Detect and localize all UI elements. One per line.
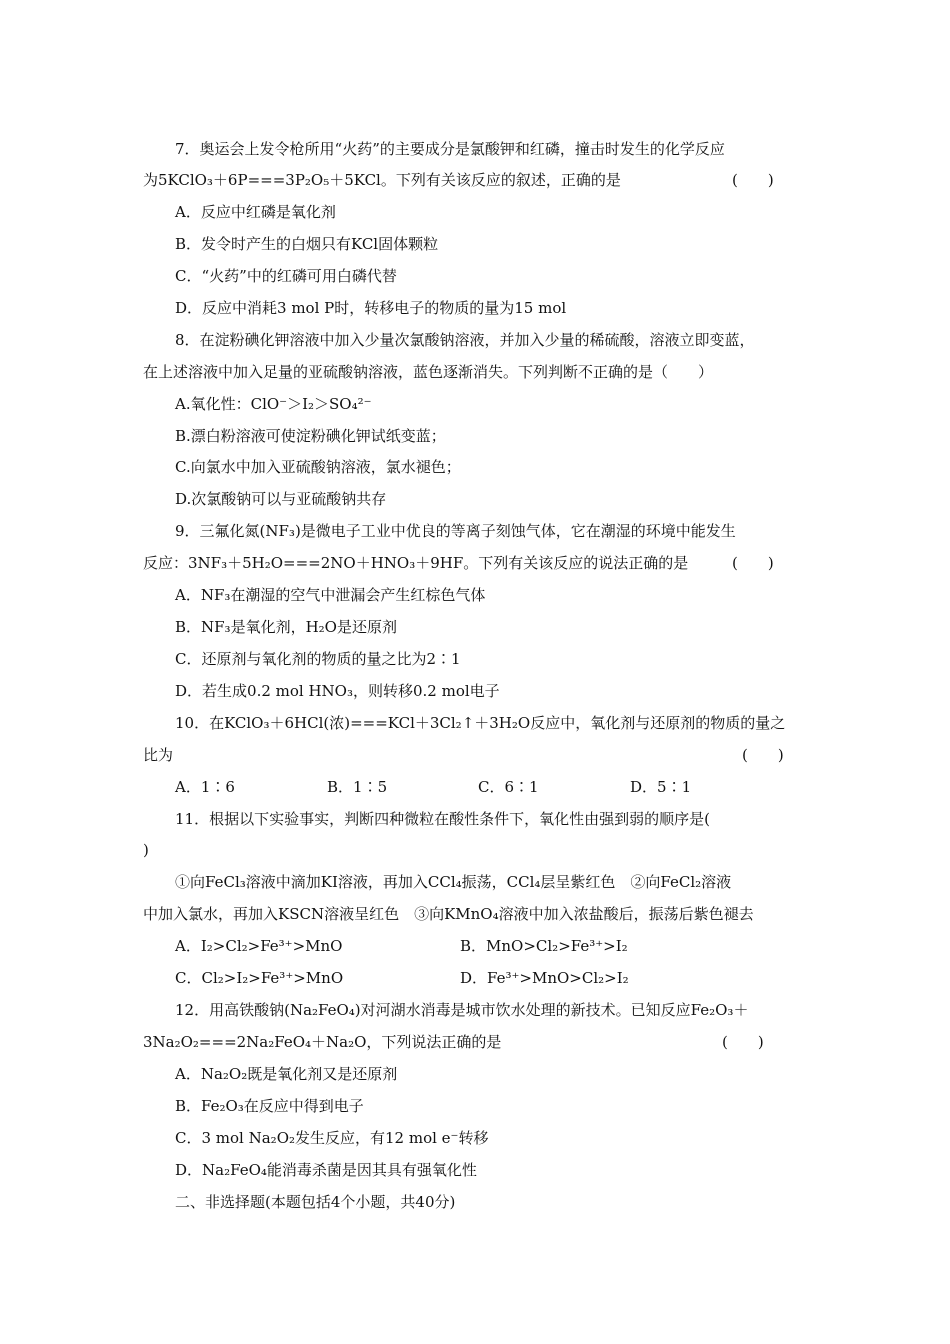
- question-8-stem: 8．在淀粉碘化钾溶液中加入少量次氯酸钠溶液，并加入少量的稀硫酸，溶液立即变蓝，: [175, 331, 755, 349]
- option-c: C．6∶1: [478, 778, 539, 796]
- option-a: A.氧化性：ClO⁻＞I₂＞SO₄²⁻: [175, 395, 372, 413]
- option-b: B．1∶5: [327, 778, 388, 796]
- option-b: B．Fe₂O₃在反应中得到电子: [175, 1097, 364, 1115]
- option-c: C．还原剂与氧化剂的物质的量之比为2∶1: [175, 650, 461, 668]
- option-c: C．“火药”中的红磷可用白磷代替: [175, 267, 397, 285]
- option-a: A．1∶6: [175, 778, 235, 796]
- option-d: D．Na₂FeO₄能消毒杀菌是因其具有强氧化性: [175, 1161, 477, 1179]
- option-a: A．反应中红磷是氧化剂: [175, 203, 336, 221]
- option-d: D.次氯酸钠可以与亚硫酸钠共存: [175, 490, 387, 508]
- option-d: D．5∶1: [630, 778, 692, 796]
- option-d: D．Fe³⁺>MnO>Cl₂>I₂: [460, 969, 629, 987]
- option-a: A．NF₃在潮湿的空气中泄漏会产生红棕色气体: [175, 586, 486, 604]
- answer-paren: ( ): [732, 554, 774, 572]
- option-d: D．若生成0.2 mol HNO₃，则转移0.2 mol电子: [175, 682, 500, 700]
- option-b: B．MnO>Cl₂>Fe³⁺>I₂: [460, 937, 628, 955]
- answer-paren: ( ): [732, 171, 774, 189]
- question-12-stem: 12．用高铁酸钠(Na₂FeO₄)对河湖水消毒是城市饮水处理的新技术。已知反应Fe₂O₃＋: [175, 1001, 749, 1019]
- option-c: C．3 mol Na₂O₂发生反应，有12 mol e⁻转移: [175, 1129, 489, 1147]
- option-b: B．NF₃是氧化剂，H₂O是还原剂: [175, 618, 397, 636]
- question-9-stem: 9．三氟化氮(NF₃)是微电子工业中优良的等离子刻蚀气体，它在潮湿的环境中能发生: [175, 522, 736, 540]
- question-8-stem-cont: 在上述溶液中加入足量的亚硫酸钠溶液，蓝色逐渐消失。下列判断不正确的是（ ）: [143, 363, 714, 381]
- option-d: D．反应中消耗3 mol P时，转移电子的物质的量为15 mol: [175, 299, 567, 317]
- question-9-stem-cont: 反应：3NF₃＋5H₂O===2NO＋HNO₃＋9HF。下列有关该反应的说法正确的是: [143, 554, 689, 572]
- question-11-stem-cont: ): [143, 841, 149, 859]
- question-7-stem-cont: 为5KClO₃＋6P===3P₂O₅＋5KCl。下列有关该反应的叙述，正确的是: [143, 171, 621, 189]
- option-c: C．Cl₂>I₂>Fe³⁺>MnO: [175, 969, 344, 987]
- question-10-stem: 10．在KClO₃＋6HCl(浓)===KCl＋3Cl₂↑＋3H₂O反应中，氧化剂与还原剂的物质的量之: [175, 714, 786, 732]
- answer-paren: ( ): [722, 1033, 764, 1051]
- question-10-stem-cont: 比为: [143, 746, 174, 764]
- question-7-stem: 7．奥运会上发令枪所用“火药”的主要成分是氯酸钾和红磷，撞击时发生的化学反应: [175, 140, 725, 158]
- question-12-stem-cont: 3Na₂O₂===2Na₂FeO₄＋Na₂O，下列说法正确的是: [143, 1033, 502, 1051]
- question-11-fact-2: 中加入氯水，再加入KSCN溶液呈红色 ③向KMnO₄溶液中加入浓盐酸后，振荡后紫色褪去: [143, 905, 754, 923]
- question-11-stem: 11．根据以下实验事实，判断四种微粒在酸性条件下，氧化性由强到弱的顺序是(: [175, 810, 710, 828]
- option-c: C.向氯水中加入亚硫酸钠溶液，氯水褪色；: [175, 458, 461, 476]
- option-a: A．Na₂O₂既是氧化剂又是还原剂: [175, 1065, 398, 1083]
- answer-paren: ( ): [742, 746, 784, 764]
- option-a: A．I₂>Cl₂>Fe³⁺>MnO: [175, 937, 343, 955]
- option-b: B.漂白粉溶液可使淀粉碘化钾试纸变蓝；: [175, 427, 446, 445]
- question-11-fact-1: ①向FeCl₃溶液中滴加KI溶液，再加入CCl₄振荡，CCl₄层呈紫红色 ②向FeCl₂溶液: [175, 873, 732, 891]
- option-b: B．发令时产生的白烟只有KCl固体颗粒: [175, 235, 439, 253]
- section-heading: 二、非选择题(本题包括4个小题，共40分): [175, 1193, 456, 1211]
